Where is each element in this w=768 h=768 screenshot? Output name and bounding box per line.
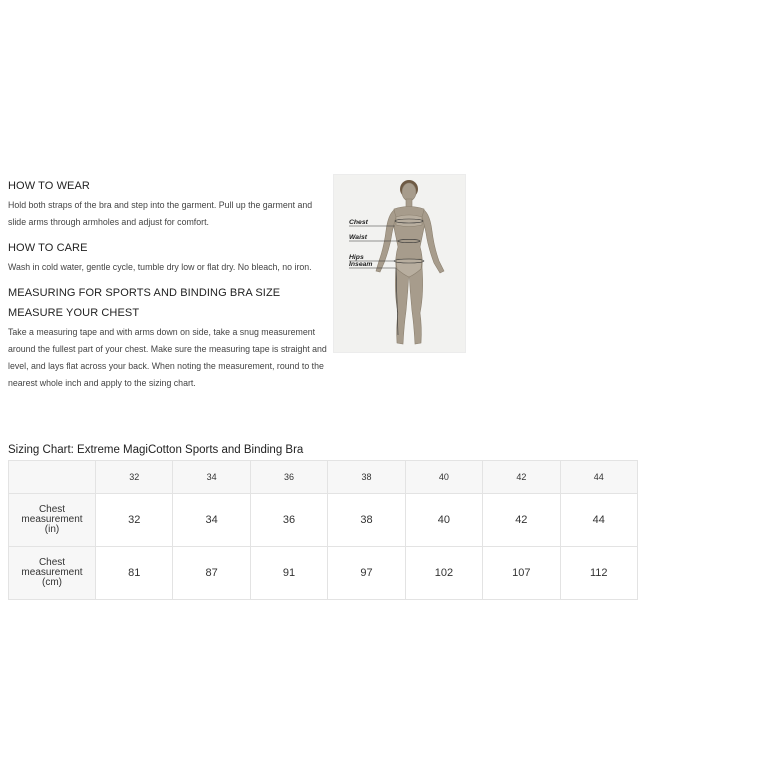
how-to-care-heading: HOW TO CARE: [8, 241, 88, 254]
table-cell: 97: [328, 547, 405, 600]
table-cell: 32: [96, 494, 173, 547]
figure-label-inseam: Inseam: [349, 261, 373, 268]
table-header-cell: [9, 461, 96, 494]
table-cell: 102: [405, 547, 482, 600]
table-header-cell: 44: [560, 461, 637, 494]
body-measurement-figure: [333, 174, 466, 353]
how-to-care-text: Wash in cold water, gentle cycle, tumble dry low or flat dry. No bleach, no iron.: [8, 261, 312, 272]
measure-chest-subheading: MEASURE YOUR CHEST: [8, 307, 140, 320]
table-header-cell: 40: [405, 461, 482, 494]
table-header-cell: 36: [250, 461, 327, 494]
measuring-heading: MEASURING FOR SPORTS AND BINDING BRA SIZE: [8, 287, 281, 300]
table-row: [9, 547, 638, 600]
figure-label-chest: Chest: [349, 219, 368, 226]
table-cell: 81: [96, 547, 173, 600]
table-row: [9, 494, 638, 547]
table-cell: 87: [173, 547, 250, 600]
figure-label-hips: Hips: [349, 254, 364, 261]
table-cell: 34: [173, 494, 250, 547]
table-cell: 91: [250, 547, 327, 600]
table-cell: 40: [405, 494, 482, 547]
sizing-chart-title: Sizing Chart: Extreme MagiCotton Sports and Binding Bra: [8, 444, 304, 456]
measure-chest-text: Take a measuring tape and with arms down on side, take a snug measurement around the fullest part of your chest. Make sure the measuring tape is straight and level, and lays flat across your back. When noting the measurement, round to the nearest whole inch and apply to the sizing chart.: [8, 327, 327, 388]
figure-labels: [334, 175, 465, 352]
row-label-inches: Chest measurement (in): [9, 494, 96, 547]
table-cell: 112: [560, 547, 637, 600]
how-to-wear-heading: HOW TO WEAR: [8, 180, 90, 192]
sizing-chart-table: [8, 460, 638, 600]
how-to-wear-text: Hold both straps of the bra and step into the garment. Pull up the garment and slide arms through armholes and adjust for comfort.: [8, 200, 313, 227]
row-label-centimeters: Chest measurement (cm): [9, 547, 96, 600]
table-cell: 36: [250, 494, 327, 547]
table-cell: 107: [483, 547, 560, 600]
care-instructions: [8, 179, 328, 392]
table-header-cell: 38: [328, 461, 405, 494]
table-cell: 44: [560, 494, 637, 547]
table-header-cell: 32: [96, 461, 173, 494]
table-header-cell: 42: [483, 461, 560, 494]
figure-label-waist: Waist: [349, 234, 368, 241]
table-header-row: [9, 461, 638, 494]
table-cell: 38: [328, 494, 405, 547]
table-header-cell: 34: [173, 461, 250, 494]
table-cell: 42: [483, 494, 560, 547]
